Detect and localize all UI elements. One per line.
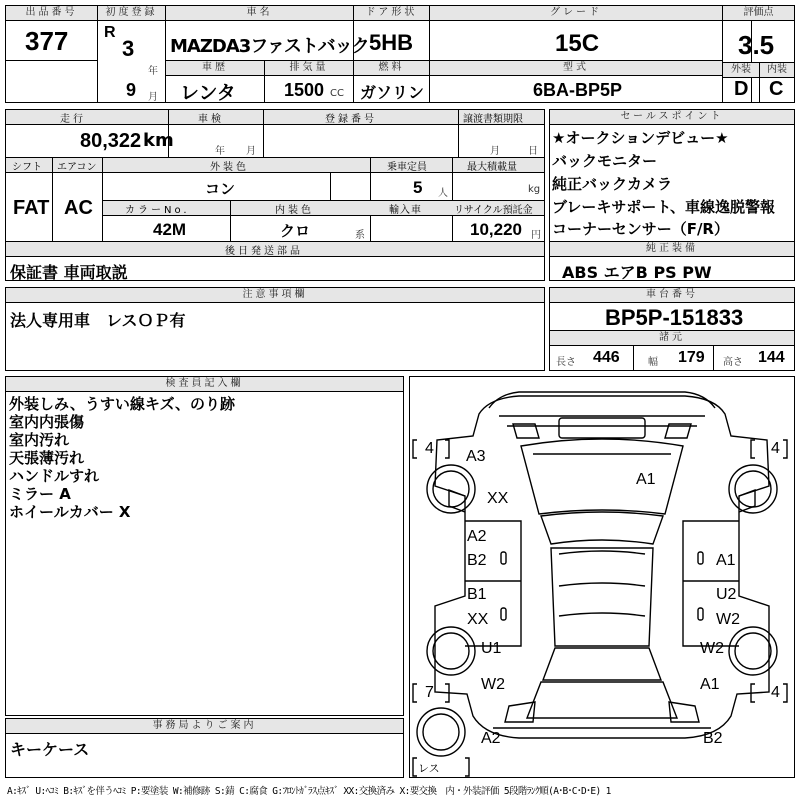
- damage-mark: B2: [467, 552, 487, 569]
- name-label: 車名: [166, 6, 353, 21]
- capacity-label: 乗車定員: [387, 162, 427, 173]
- damage-mark: XX: [467, 611, 489, 628]
- displacement: 1500: [284, 80, 325, 100]
- damage-mark: A3: [466, 448, 486, 465]
- tread-rear-right: 4: [771, 684, 780, 701]
- equipment: ABS エアB PS PW: [562, 263, 712, 282]
- damage-mark: A2: [467, 528, 487, 545]
- interior-color: クロ: [280, 222, 311, 240]
- colorno-label: カラーNo.: [125, 205, 190, 216]
- history-label: 車歴: [166, 61, 264, 76]
- spec-label: 諸元: [550, 331, 794, 346]
- score: 3.5: [738, 30, 775, 60]
- height: 144: [758, 349, 785, 366]
- width: 179: [678, 349, 705, 366]
- int-grade: C: [769, 78, 784, 100]
- damage-mark: A1: [700, 676, 720, 693]
- shift-label: シフト: [12, 162, 42, 173]
- inspector-line: 天張薄汚れ: [9, 449, 85, 467]
- int-label: 内装: [760, 63, 794, 78]
- mileage-unit: km: [143, 130, 174, 151]
- shift: FAT: [13, 197, 50, 219]
- spare-tire-label: レス: [418, 762, 440, 775]
- grade: 15C: [555, 30, 600, 57]
- ac-label: エアコン: [57, 162, 97, 173]
- damage-mark: A1: [716, 552, 736, 569]
- length: 446: [593, 349, 620, 366]
- later-parts: 保証書 車両取説: [10, 263, 128, 282]
- legend: A:ｷｽﾞ U:ﾍｺﾐ B:ｷｽﾞを伴うﾍｺﾐ P:要塗装 W:補修跡 S:錆 C:腐食 G:ﾌﾛﾝﾄｶﾞﾗｽ点ｷｽﾞ XX:交換済み X:要交換 内・外装評価 5段階ﾗﾝｸ順(A･B･C･D･E) 1: [7, 786, 611, 797]
- sales-item: 純正バックカメラ: [552, 175, 673, 193]
- inspector-line: ミラー A: [9, 485, 71, 503]
- ext-label: 外装: [723, 63, 759, 78]
- damage-mark: A1: [636, 471, 656, 488]
- door-type: 5HB: [369, 30, 414, 55]
- model-label: 型式: [430, 61, 722, 76]
- era: R: [104, 24, 116, 41]
- recycle-label: リサイクル預託金: [454, 205, 533, 216]
- sales-item: ★オークションデビュー★: [552, 129, 729, 147]
- intcolor-label: 内装色: [275, 205, 314, 216]
- recycle-fee: 10,220: [470, 220, 522, 239]
- inspector-line: 外装しみ、うすい線キズ、のり跡: [9, 395, 236, 413]
- damage-mark: U2: [716, 586, 737, 603]
- sales-label: セールスポイント: [550, 110, 794, 125]
- inspector-line: 室内内張傷: [9, 413, 85, 431]
- notes-label: 注意事項欄: [6, 288, 544, 303]
- model-code: 6BA-BP5P: [533, 80, 623, 100]
- mileage: 80,322: [80, 130, 142, 152]
- sales-item: コーナーセンサー（F/R）: [552, 220, 729, 238]
- import-label: 輸入車: [389, 205, 422, 216]
- inspector-line: 室内汚れ: [9, 431, 70, 449]
- later-label: 後日発送部品: [225, 246, 303, 257]
- office-text: キーケース: [10, 740, 90, 759]
- disp-label: 排気量: [265, 61, 353, 76]
- score-label: 評価点: [723, 6, 794, 21]
- damage-mark: W2: [481, 676, 505, 693]
- chassis-number: BP5P-151833: [605, 305, 744, 330]
- load-label: 最大積載量: [467, 162, 517, 173]
- tread-rear-left: 7: [425, 684, 434, 701]
- damage-mark: B2: [703, 730, 723, 747]
- month-unit: 月: [148, 92, 158, 103]
- car-diagram: [409, 376, 795, 778]
- exterior-color: コン: [205, 180, 236, 198]
- tread-front-right: 4: [771, 440, 780, 457]
- damage-mark: W2: [716, 611, 740, 628]
- notes-text: 法人専用車 レスＯＰ有: [10, 311, 186, 330]
- color-number: 42M: [153, 220, 187, 239]
- fuel-label: 燃料: [354, 61, 429, 76]
- sales-item: ブレーキサポート、車線逸脱警報: [552, 198, 776, 216]
- damage-mark: B1: [467, 586, 487, 603]
- year-unit: 年: [148, 66, 158, 77]
- chassis-label: 車台番号: [550, 288, 794, 303]
- inspector-line: ホイールカバー X: [9, 503, 131, 521]
- reg-month: 9: [126, 80, 137, 100]
- transfer-label: 譲渡書類期限: [463, 114, 523, 125]
- regno-label: 登録番号: [325, 114, 377, 125]
- equip-label: 純正装備: [550, 242, 794, 257]
- grade-label: グレード: [430, 6, 722, 21]
- ac: AC: [64, 197, 93, 219]
- history: レンタ: [180, 82, 236, 104]
- fuel: ガソリン: [360, 83, 425, 102]
- mileage-label: 走行: [60, 114, 86, 125]
- ext-grade: D: [734, 78, 749, 100]
- capacity: 5: [413, 178, 423, 197]
- inspector-line: ハンドルすれ: [9, 467, 100, 485]
- lot-label: 出品番号: [6, 6, 97, 21]
- damage-mark: XX: [487, 490, 509, 507]
- reg-label: 初度登録: [98, 6, 165, 21]
- reg-year: 3: [122, 36, 135, 61]
- office-label: 事務局よりご案内: [6, 719, 403, 734]
- door-label: ドア形状: [354, 6, 429, 21]
- damage-mark: W2: [700, 640, 724, 657]
- damage-mark: A2: [481, 730, 501, 747]
- sales-item: バックモニター: [552, 152, 658, 170]
- disp-unit: CC: [330, 88, 344, 99]
- inspection-label: 車検: [198, 114, 224, 125]
- lot-number: 377: [25, 26, 69, 56]
- car-name: MAZDA3ファストバック: [170, 36, 369, 57]
- color-label: 外装色: [210, 162, 249, 173]
- inspector-label: 検査員記入欄: [6, 377, 403, 392]
- tread-front-left: 4: [425, 440, 434, 457]
- damage-mark: U1: [481, 640, 502, 657]
